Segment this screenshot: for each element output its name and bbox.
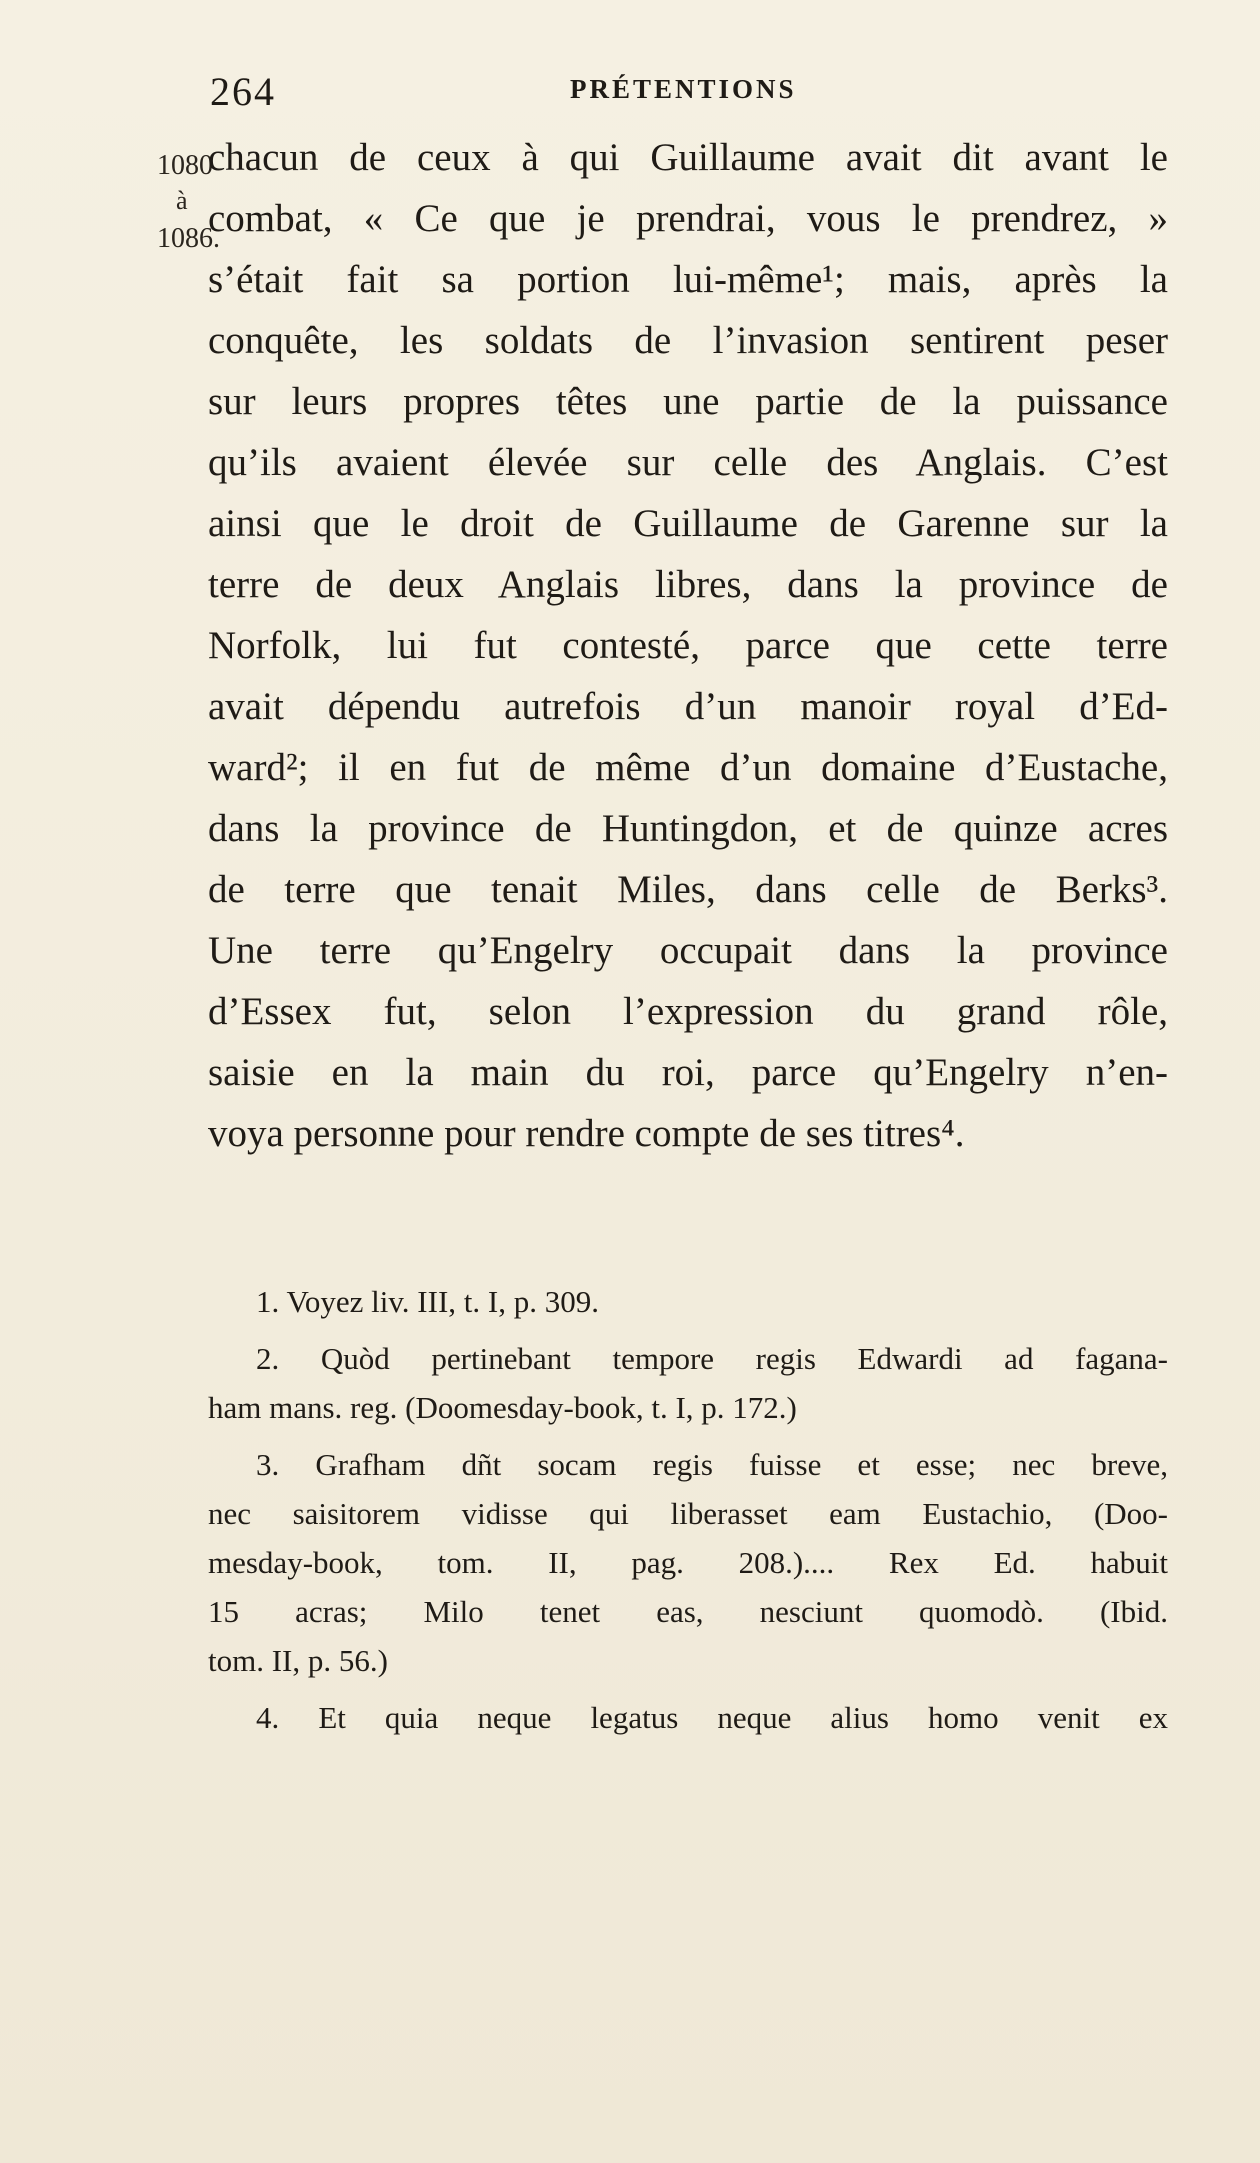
body-line: Une terre qu’Engelry occupait dans la province (208, 929, 1168, 972)
running-title: PRÉTENTIONS (570, 74, 797, 104)
footnote-line: tom. II, p. 56.) (208, 1643, 388, 1678)
body-line: ward²; il en fut de même d’un domaine d’Eustache, (208, 746, 1168, 789)
footnote-line: 3. Grafham dñt socam regis fuisse et esse; nec breve, (256, 1447, 1168, 1482)
body-line: d’Essex fut, selon l’expression du grand rôle, (208, 990, 1168, 1033)
footnote-2 (208, 1334, 1168, 1432)
body-line: sur leurs propres têtes une partie de la puissance (208, 380, 1168, 423)
footnote-line: 1. Voyez liv. III, t. I, p. 309. (256, 1284, 599, 1319)
body-line: saisie en la main du roi, parce qu’Engelry n’en- (208, 1051, 1168, 1094)
margin-date-start: 1080 (157, 150, 213, 181)
body-line: combat, « Ce que je prendrai, vous le prendrez, » (208, 197, 1168, 240)
body-line: chacun de ceux à qui Guillaume avait dit avant le (208, 136, 1168, 179)
page-number: 264 (210, 69, 276, 114)
body-line: Norfolk, lui fut contesté, parce que cette terre (208, 624, 1168, 667)
body-line: terre de deux Anglais libres, dans la province de (208, 563, 1168, 606)
footnote-line: 15 acras; Milo tenet eas, nesciunt quomodò. (Ibid. (208, 1594, 1168, 1629)
footnote-line: 2. Quòd pertinebant tempore regis Edwardi ad fagana- (256, 1341, 1168, 1376)
footnote-line: mesday-book, tom. II, pag. 208.).... Rex Ed. habuit (208, 1545, 1168, 1580)
body-line: dans la province de Huntingdon, et de quinze acres (208, 807, 1168, 850)
footnote-line: 4. Et quia neque legatus neque alius homo venit ex (256, 1700, 1168, 1735)
footnote-4 (208, 1693, 1168, 1742)
margin-date-end: 1086. (157, 223, 220, 254)
body-line: de terre que tenait Miles, dans celle de Berks³. (208, 868, 1168, 911)
body-line: conquête, les soldats de l’invasion sentirent peser (208, 319, 1168, 362)
body-line: avait dépendu autrefois d’un manoir royal d’Ed- (208, 685, 1168, 728)
footnotes (208, 1277, 1168, 1742)
footnote-1 (208, 1277, 1168, 1326)
footnote-3 (208, 1440, 1168, 1685)
body-text (208, 127, 1168, 1164)
body-line: ainsi que le droit de Guillaume de Garenne sur la (208, 502, 1168, 545)
body-line: s’était fait sa portion lui-même¹; mais, après la (208, 258, 1168, 301)
footnote-line: nec saisitorem vidisse qui liberasset eam Eustachio, (Doo- (208, 1496, 1168, 1531)
margin-date-separator: à (176, 186, 188, 215)
body-line: qu’ils avaient élevée sur celle des Anglais. C’est (208, 441, 1168, 484)
footnote-line: ham mans. reg. (Doomesday-book, t. I, p. 172.) (208, 1390, 797, 1425)
body-line: voya personne pour rendre compte de ses titres⁴. (208, 1112, 965, 1155)
